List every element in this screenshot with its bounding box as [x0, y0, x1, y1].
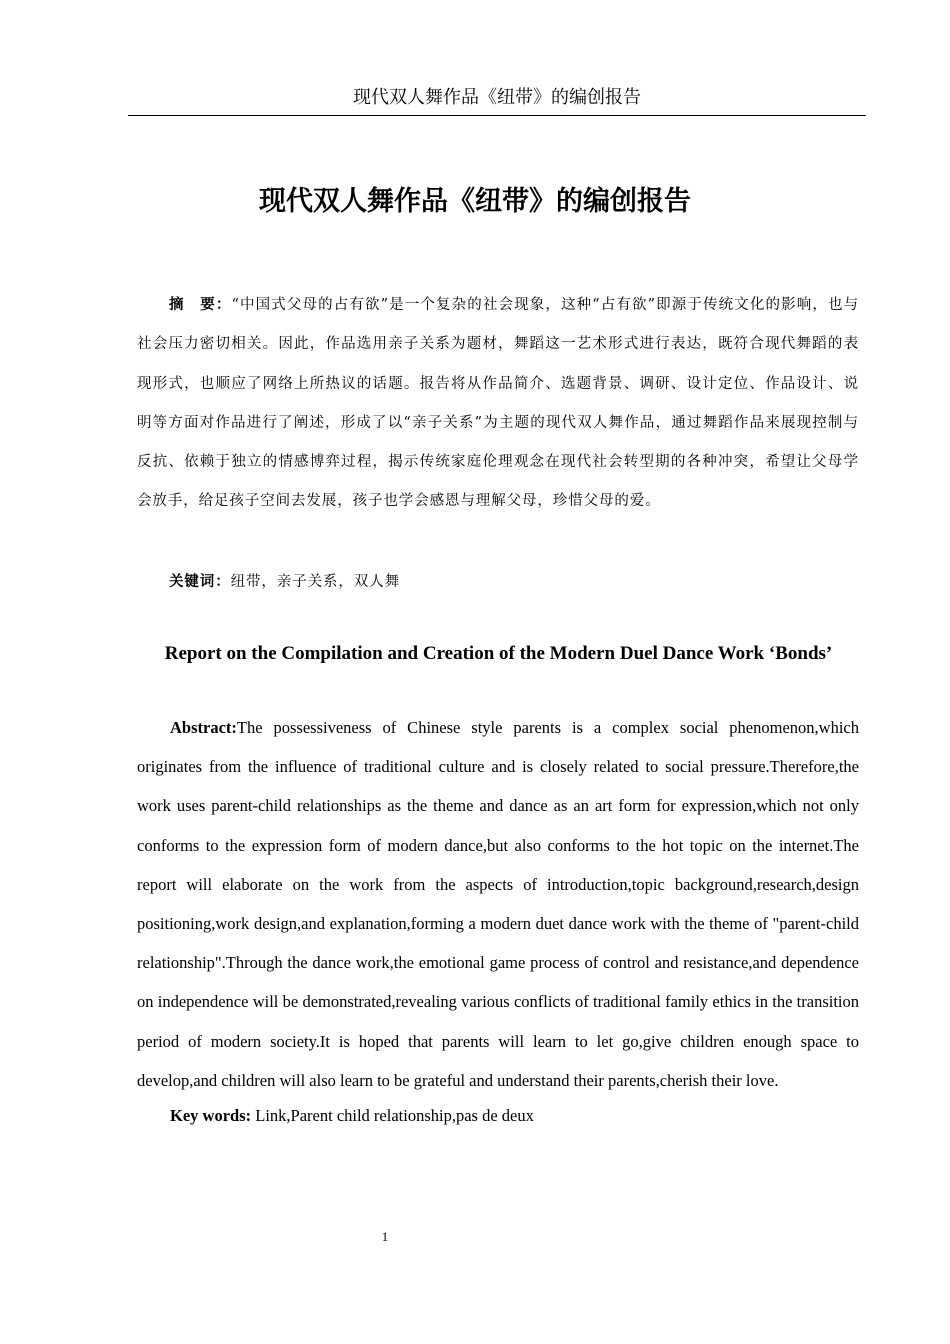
running-header-title: 现代双人舞作品《纽带》的编创报告	[353, 87, 641, 108]
english-abstract-text: The possessiveness of Chinese style parents is a complex social phenomenon,which originates from the influence of traditional culture and is closely related to social pressure.Therefore,the work uses parent-child relationships as the theme and dance as an art form for expression,which not only conforms to the expression form of modern dance,but also conforms to the hot topic on the internet.The report will elaborate on the work from the aspects of introduction,topic background,research,design positioning,work design,and explanation,forming a modern duet dance work with the theme of "parent-child relationship".Through the dance work,the emotional game process of control and resistance,and dependence on independence will be demonstrated,revealing various conflicts of traditional family ethics in the transition period of modern society.It is hoped that parents will learn to let go,give children enough space to develop,and children will also learn to be grateful and understand their parents,cherish their love.	[137, 718, 859, 1090]
english-abstract	[137, 708, 859, 1100]
english-abstract-label: Abstract:	[170, 718, 237, 737]
chinese-keywords-text: 纽带，亲子关系，双人舞	[230, 574, 401, 590]
running-header	[128, 84, 866, 116]
document-title: 现代双人舞作品《纽带》的编创报告	[259, 186, 691, 217]
english-title: Report on the Compilation and Creation of the Modern Duel Dance Work ‘Bonds’	[164, 643, 833, 664]
chinese-keywords	[137, 568, 859, 596]
chinese-keywords-label: 关键词：	[169, 573, 231, 590]
english-keywords-text: Link,Parent child relationship,pas de deux	[251, 1106, 534, 1125]
page-number: 1	[381, 1229, 389, 1244]
chinese-abstract-label: 摘 要：	[169, 296, 232, 313]
english-keywords-label: Key words:	[170, 1106, 252, 1125]
chinese-abstract	[137, 285, 859, 522]
chinese-abstract-text: “中国式父母的占有欲”是一个复杂的社会现象，这种“占有欲”即源于传统文化的影响，也与社会压力密切相关。因此，作品选用亲子关系为题材，舞蹈这一艺术形式进行表达，既符合现代舞蹈的表现形式，也顺应了网络上所热议的话题。报告将从作品简介、选题背景、调研、设计定位、作品设计、说明等方面对作品进行了阐述，形成了以“亲子关系”为主题的现代双人舞作品，通过舞蹈作品来展现控制与反抗、依赖于独立的情感博弈过程，揭示传统家庭伦理观念在现代社会转型期的各种冲突，希望让父母学会放手，给足孩子空间去发展，孩子也学会感恩与理解父母，珍惜父母的爱。	[137, 297, 859, 510]
english-keywords	[137, 1102, 859, 1130]
